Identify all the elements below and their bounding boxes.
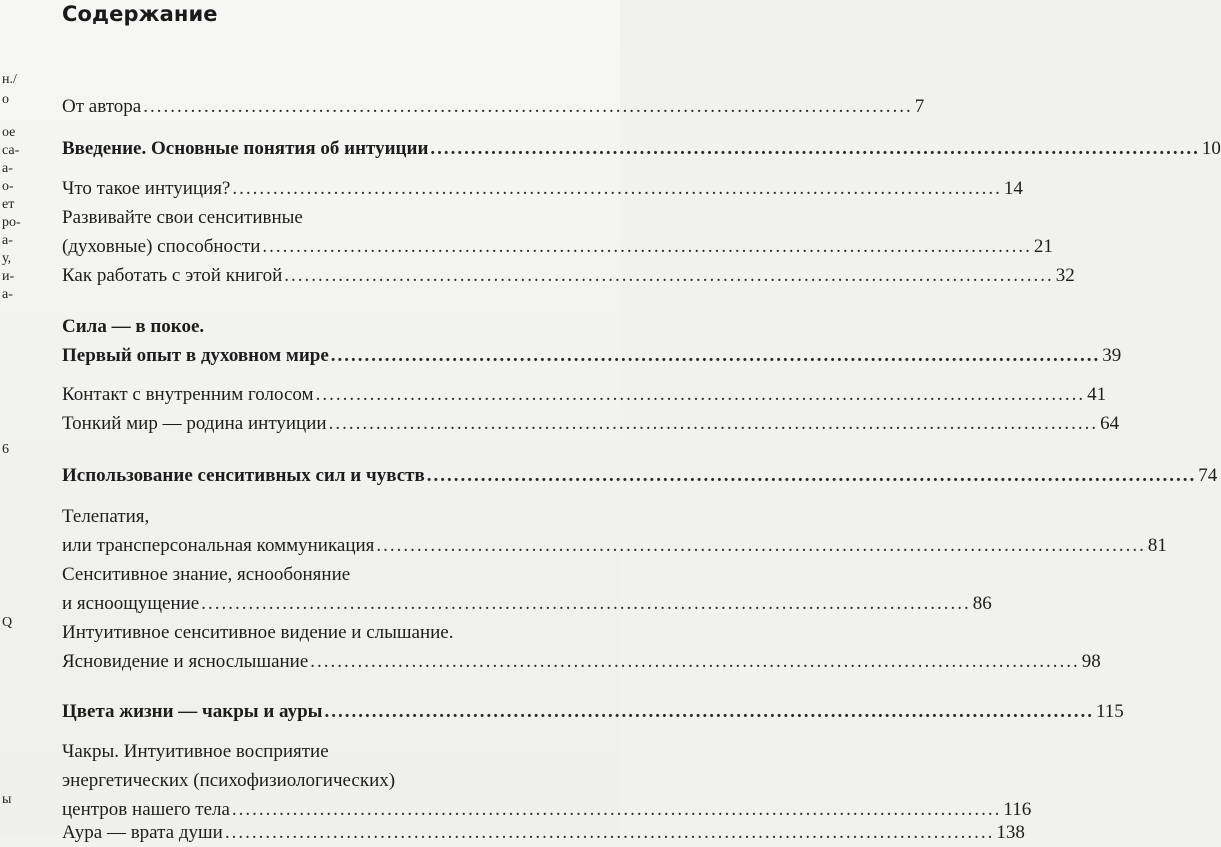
toc-entry xyxy=(62,818,1025,847)
toc-entry xyxy=(62,409,1120,438)
left-fragment-text: ы xyxy=(2,792,12,807)
toc-entry-first-line: Развивайте свои сенситивные xyxy=(62,207,303,228)
dot-leader: .................................................................................................................. xyxy=(330,345,1101,366)
toc-page-number: 32 xyxy=(1055,265,1075,286)
toc-entry xyxy=(62,461,1218,490)
toc-page-number: 7 xyxy=(914,96,925,117)
toc-entry xyxy=(62,380,1107,409)
left-fragment-text: ет xyxy=(2,197,15,212)
toc-page-number: 21 xyxy=(1033,236,1053,257)
toc-entry xyxy=(62,647,1101,676)
left-fragment-text: а- xyxy=(2,287,13,302)
left-fragment-text: Q xyxy=(2,615,13,630)
dot-leader: .................................................................................................................. xyxy=(324,701,1094,722)
toc-entry-first-line: Телепатия, xyxy=(62,506,150,527)
toc-page-number: 39 xyxy=(1102,345,1122,366)
left-fragment-text: у, xyxy=(2,251,12,266)
toc-entry xyxy=(62,92,925,121)
left-fragment-text: са- xyxy=(2,143,20,158)
left-fragment-text: о- xyxy=(2,179,14,194)
dot-leader: .................................................................................................................. xyxy=(224,822,995,843)
toc-entry-first-line: Сила — в покое. xyxy=(62,316,205,337)
toc-entry-title: Тонкий мир — родина интуиции xyxy=(62,413,327,434)
dot-leader: .................................................................................................................. xyxy=(231,799,1002,820)
toc-page-number: 64 xyxy=(1100,413,1120,434)
toc-entry xyxy=(62,589,992,618)
toc-entry xyxy=(62,174,1023,203)
toc-entry-title: или трансперсональная коммуникация xyxy=(62,535,375,556)
left-fragment-text: о xyxy=(2,92,9,107)
left-fragment-text: 6 xyxy=(2,442,9,457)
dot-leader: .................................................................................................................. xyxy=(328,413,1099,434)
toc-entry-first-line: Сенситивное знание, яснообоняние xyxy=(62,564,351,585)
toc-entry-first-line: Чакры. Интуитивное восприятие xyxy=(62,741,329,762)
toc-entry-title: Цвета жизни — чакры и ауры xyxy=(62,701,323,722)
dot-leader: .................................................................................................................. xyxy=(232,178,1002,199)
toc-entry-first-line: Интуитивное сенситивное видение и слышание. xyxy=(62,622,454,643)
toc-page-number: 116 xyxy=(1003,799,1032,820)
dot-leader: .................................................................................................................. xyxy=(262,236,1032,257)
left-fragment-text: ое xyxy=(2,125,16,140)
toc-entry-title: Использование сенситивных сил и чувств xyxy=(62,465,425,486)
toc-entry xyxy=(62,134,1221,163)
dot-leader: .................................................................................................................. xyxy=(143,96,913,117)
toc-entry-title: Контакт с внутренним голосом xyxy=(62,384,314,405)
left-fragment-text: а- xyxy=(2,233,13,248)
toc-entry-title: (духовные) способности xyxy=(62,236,261,257)
toc-page-number: 81 xyxy=(1147,535,1167,556)
dot-leader: .................................................................................................................. xyxy=(284,265,1054,286)
toc-page-number: 10 xyxy=(1201,138,1221,159)
toc-entry-title: Первый опыт в духовном мире xyxy=(62,345,329,366)
toc-entry-title: От автора xyxy=(62,96,142,117)
toc-page-number: 14 xyxy=(1003,178,1023,199)
left-fragment-text: ро- xyxy=(2,215,21,230)
toc-entry-title: Аура — врата души xyxy=(62,822,223,843)
toc-entry xyxy=(62,697,1124,726)
toc-entry-second-line: энергетических (психофизиологических) xyxy=(62,770,396,791)
toc-entry-title: Как работать с этой книгой xyxy=(62,265,283,286)
left-fragment-text: н./ xyxy=(2,72,17,87)
dot-leader: .................................................................................................................. xyxy=(201,593,971,614)
dot-leader: .................................................................................................................. xyxy=(315,384,1086,405)
page-title: Содержание xyxy=(62,2,218,26)
dot-leader: .................................................................................................................. xyxy=(376,535,1146,556)
left-fragment-text: и- xyxy=(2,269,15,284)
toc-entry-title: центров нашего тела xyxy=(62,799,230,820)
toc-page-number: 138 xyxy=(996,822,1025,843)
toc-entry-title: и ясноощущение xyxy=(62,593,200,614)
toc-entry-title: Введение. Основные понятия об интуиции xyxy=(62,138,429,159)
toc-page-number: 115 xyxy=(1096,701,1124,722)
dot-leader: .................................................................................................................. xyxy=(426,465,1197,486)
dot-leader: .................................................................................................................. xyxy=(310,651,1080,672)
left-page-fragment xyxy=(0,0,50,835)
toc-page-number: 86 xyxy=(972,593,992,614)
toc-entry-title: Ясновидение и яснослышание xyxy=(62,651,309,672)
left-fragment-text: а- xyxy=(2,161,13,176)
toc-entry-title: Что такое интуиция? xyxy=(62,178,231,199)
toc-page-number: 74 xyxy=(1198,465,1218,486)
toc-entry xyxy=(62,232,1053,261)
toc-entry xyxy=(62,341,1122,370)
dot-leader: .................................................................................................................. xyxy=(430,138,1200,159)
toc-page-number: 98 xyxy=(1081,651,1101,672)
toc-entry xyxy=(62,261,1075,290)
toc-entry xyxy=(62,531,1167,560)
toc-page-number: 41 xyxy=(1087,384,1107,405)
